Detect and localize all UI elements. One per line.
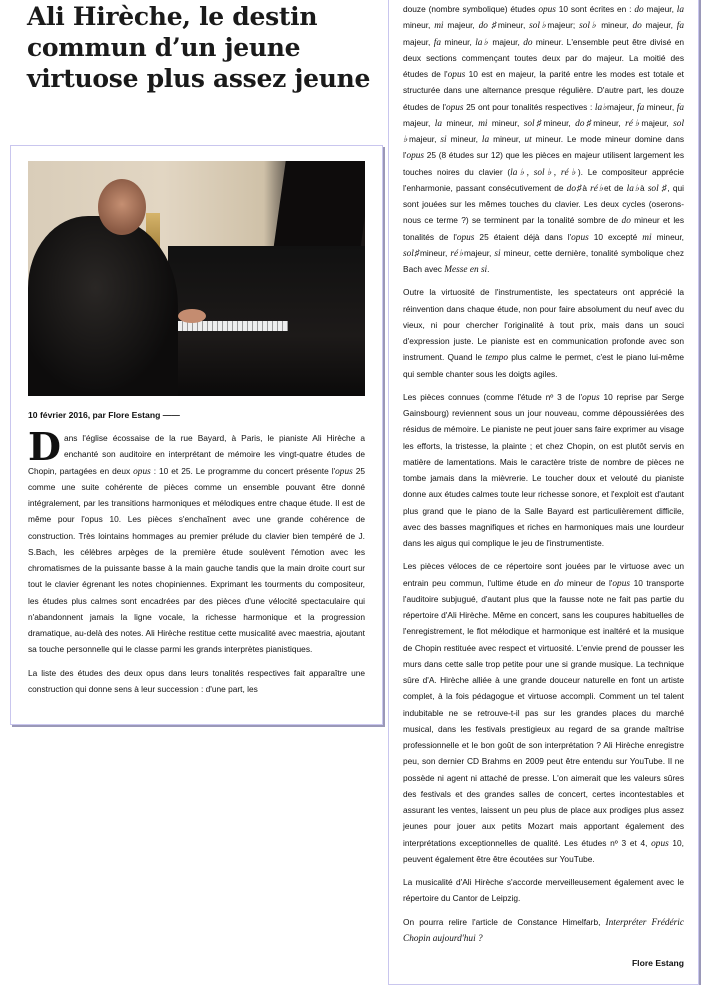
italic-text: la♭ [475, 37, 490, 48]
text-run: mineur de l' [563, 577, 613, 588]
text-run: mineur, [419, 247, 451, 258]
italic-text: do♯ [575, 118, 594, 129]
paragraph [403, 558, 684, 867]
italic-text: fa [636, 102, 645, 113]
text-run: mineur, [651, 231, 684, 242]
italic-text: si [440, 135, 447, 145]
italic-text: la♭ [626, 183, 640, 194]
italic-text: la♭, sol♭, ré♭ [510, 167, 578, 178]
text-run: à [582, 182, 591, 193]
text-run: 10, peuvent également être être écoutées sur YouTube. [403, 837, 684, 864]
text-run: , qui sont jouées sur les mêmes touches du clavier. Les deux cycles (oserons-nous ce terme ?) se terminent par la tonalité sombre de [403, 182, 684, 226]
italic-text: do [621, 216, 631, 227]
text-run: 10 reprise par Serge Gainsbourg) reviennent sous un jour nouveau, comme dépoussiérées des résidus de mémoire. Le pianiste ne peut jouer sans faire exprimer au visage les efforts, la tristesse, la plainte ; et chez Chopin, on est plutôt servis en matière de lamentations. Mais le caractère triste de nombre de pièces ne tombe jamais dans la mièvrerie. Le toucher doux et velouté du pianiste donne aux études calmes toute leur richesse sonore, et l'exploit est d'autant plus grand que le piano de la Salle Bayard est particulièrement difficile, avec des basses magnifiques et riches en harmoniques mais une lourdeur dans les aigus qui complique le jeu de l'instrumentiste. [403, 391, 684, 548]
text-run: mineur, [489, 134, 525, 144]
paragraph [403, 914, 684, 947]
italic-text: opus [445, 102, 464, 113]
text-run: douze (nombre symbolique) études [403, 4, 539, 14]
italic-text: sol♭ [529, 21, 548, 32]
text-run: Outre la virtuosité de l'instrumentiste, les spectateurs ont apprécié la réinvention dans chaque étude, non pour faire absolument du neuf avec du vieux, ni pour chercher l'originalité à tout prix, mais dans un souci d'expression juste. Le pianiste est en communication profonde avec son instrument. Quand le [403, 287, 684, 363]
italic-text: do [632, 21, 642, 32]
text-run: mineur, cette dernière, tonalité symbolique chez Bach avec [403, 247, 685, 274]
text-run: mineur, [441, 36, 476, 47]
paragraph [403, 874, 684, 907]
author-signature: Flore Estang [631, 958, 684, 968]
italic-text: sol ♭ [403, 118, 685, 145]
text-run: mineur et les tonalités de l' [403, 215, 684, 242]
italic-text: tempo [485, 353, 509, 364]
italic-text: opus [447, 70, 466, 80]
text-run: à [639, 182, 648, 193]
italic-text: la [481, 135, 490, 145]
italic-text: sol ♯ [647, 183, 668, 194]
italic-text: do [634, 5, 644, 15]
italic-text: do [523, 37, 533, 48]
italic-text: opus [612, 578, 630, 589]
paragraph [403, 389, 684, 552]
text-run: 10 sont écrites en : [555, 4, 635, 14]
italic-text: si [494, 248, 501, 259]
text-run: majeur, [607, 101, 637, 112]
italic-text: sol♯ [403, 248, 420, 259]
italic-text: mi [478, 118, 488, 129]
text-run: Les pièces véloces de ce répertoire sont jouées par le virtuose avec un entrain peu commun, l'ultime étude en [403, 561, 684, 588]
italic-text: sol♯ [523, 118, 544, 129]
text-run: La musicalité d'Ali Hirèche s'accorde merveilleusement également avec le répertoire du Cantor de Leipzig. [403, 877, 684, 904]
italic-text: la [676, 5, 685, 15]
text-run: 10 excepté [588, 231, 643, 242]
text-run: majeur; [547, 20, 580, 31]
drop-cap: D [28, 424, 61, 469]
paragraph [403, 1, 684, 277]
text-run: mineur, [446, 134, 482, 144]
text-run: 25 ont pour tonalités respectives : [463, 101, 595, 112]
text-run: mineur. Le mode mineur domine dans l' [403, 134, 685, 161]
article-left-column [10, 145, 383, 725]
italic-text: ré♭ [450, 248, 464, 259]
text-run: mineur, [593, 117, 626, 128]
text-run: majeur, [489, 36, 524, 47]
italic-text: opus [406, 151, 425, 162]
text-run: mineur, [597, 20, 633, 31]
italic-text: fa [676, 21, 685, 32]
text-run: 25 étaient déjà dans l' [474, 231, 572, 242]
text-run: : 10 et 25. Le programme du concert présente l' [150, 465, 336, 476]
article-title: Ali Hirèche, le destin commun d’un jeune virtuose plus assez jeune [27, 2, 371, 93]
text-run: mineur. L'ensemble peut être divisé en deux sections commençant toutes deux par do majeur. La moitié des études de l' [403, 36, 684, 79]
text-run: mineur, [644, 101, 677, 112]
text-run: mineur, [497, 20, 530, 31]
article-byline: 10 février 2016, par Flore Estang —— [28, 410, 180, 420]
text-run: plus calme le permet, c'est le piano lui-même qui semble chanter sous les doigts agiles. [403, 352, 684, 379]
italic-text: Messe en si [444, 265, 488, 275]
italic-text: fa [433, 37, 442, 48]
italic-text: opus [538, 5, 556, 15]
text-run: majeur, [643, 4, 677, 14]
italic-text: mi [642, 232, 652, 243]
italic-text: opus [456, 232, 475, 243]
italic-text: opus [651, 838, 669, 849]
italic-text: fa [676, 102, 684, 113]
text-run: Les pièces connues (comme l'étude nº 3 de l' [403, 391, 583, 402]
text-run: mineur, [543, 117, 576, 128]
text-run: . [487, 264, 490, 274]
italic-text: sol♭ [579, 21, 598, 32]
text-run: majeur, [463, 247, 495, 258]
italic-text: opus [335, 466, 353, 477]
italic-text: do ♯ [478, 21, 498, 32]
text-run: 10 est en majeur, la parité entre les modes est totale et structurée dans une alternance presque régulière. D'autre part, les douze études de l' [403, 69, 684, 112]
text-run: majeur, [443, 20, 479, 31]
paragraph [28, 665, 365, 698]
italic-text: opus [582, 392, 600, 403]
text-run: ). Le compositeur apprécie l'enharmonie, passant consécutivement de [403, 166, 684, 193]
italic-text: do♯ [566, 183, 583, 194]
italic-text: opus [571, 232, 589, 243]
italic-text: mi [434, 21, 444, 32]
paragraph [403, 284, 684, 382]
text-run: mineur, [442, 117, 479, 128]
italic-text: la [434, 118, 443, 129]
italic-text: ut [524, 135, 532, 145]
text-run: majeur, [641, 20, 677, 31]
pianist-at-piano-photo [28, 161, 365, 396]
text-run: majeur, [641, 117, 674, 128]
text-run: mineur, [487, 117, 524, 128]
text-run: et de [604, 182, 627, 193]
italic-text: opus [133, 466, 151, 477]
italic-text: ré♭ [625, 118, 642, 129]
text-run: 25 (8 études sur 12) que les pièces en majeur utilisent largement les touches noires du clavier ( [403, 150, 684, 177]
italic-text: Interpréter Frédéric Chopin aujourd'hui ? [403, 917, 684, 944]
text-run: 10 transporte l'auditoire subjugué, d'autant plus que la fausse note ne fait pas partie du répertoire d'Ali Hirèche. Même en concert, sans les coupures habituelles de l'enregistrement, le flot mélodique et harmonique est inaltéré et la musique de Chopin restituée avec respect et virtuosité. L'envie prend de pousser les murs dans cette salle trop petite pour une si grande musique. La technique sûre d'A. Hirèche alliée à une grande douceur naturelle en font un artiste complet, à la fois pédagogue et virtuose accompli. Comment un tel talent indubitable ne se retrouve-t-il pas sur les grandes places du marché musical, dans les festivals prestigieux au regard de sa grande maîtrise professionnelle et le bon goût de son interprétation ? Ali Hirèche enregistre peu, son dernier CD Brahms en 2009 peut être entendu sur YouTube. Il ne possède ni agent ni attaché de presse. L'on aimerait que les valeurs sûres des festivals et des grandes salles de concert, certes incontestables et assurant les ventes, laissent un peu plus de place aux prodiges plus assez jeunes pour jouer aux petits Mozart mais apportant également des interprétations exceptionnelles de qualité. Les études nº 3 et 4, [403, 577, 684, 848]
text-run: ans l'église écossaise de la rue Bayard, à Paris, le pianiste Ali Hirèche a enchanté son auditoire en interprétant de mémoire les vingt-quatre études de Chopin, partagées en deux [28, 433, 365, 476]
text-run: majeur, [409, 134, 441, 144]
paragraph [28, 424, 365, 658]
text-run: mineur, [403, 20, 435, 31]
text-run: On pourra relire l'article de Constance Himelfarb, [403, 916, 606, 927]
article-right-column [388, 0, 699, 985]
text-run: 25 comme une suite cohérente de pièces comme un ensemble pouvant être donné intégralement, par les transitions harmoniques et mélodiques entre chaque étude. Il est de même pour l'opus 10. Les pièces s'enchaînent avec une grande cohérence de construction. Très lointains hommages au premier prélude du clavier bien tempéré de J. S.Bach, les célèbres arpèges de la première étude soulèvent l'émotion avec les chromatismes de la puissante basse à la main gauche tandis que la main droite court sur tout le clavier égrenant les notes chopiniennes. Exprimant les tourments du compositeur, les études plus calmes sont encadrées par des pièces d'une vélocité spectaculaire qui n'abandonnent jamais la ligne vocale, la richesse harmonique et la progression dramatique, au-delà des notes. Ali Hirèche restitue cette musicalité avec maestria, ajoutant sa touche personnelle qui le classe parmi les grands interprètes pianistiques. [28, 465, 365, 655]
text-run: majeur, [403, 117, 435, 128]
italic-text: la♭ [594, 102, 608, 113]
text-run: majeur, [403, 36, 434, 47]
italic-text: do [554, 578, 564, 589]
italic-text: ré♭ [590, 183, 605, 194]
text-run: La liste des études des deux opus dans leurs tonalités respectives fait apparaître une construction qui donne sens à leur succession : d'une part, les [28, 667, 365, 694]
